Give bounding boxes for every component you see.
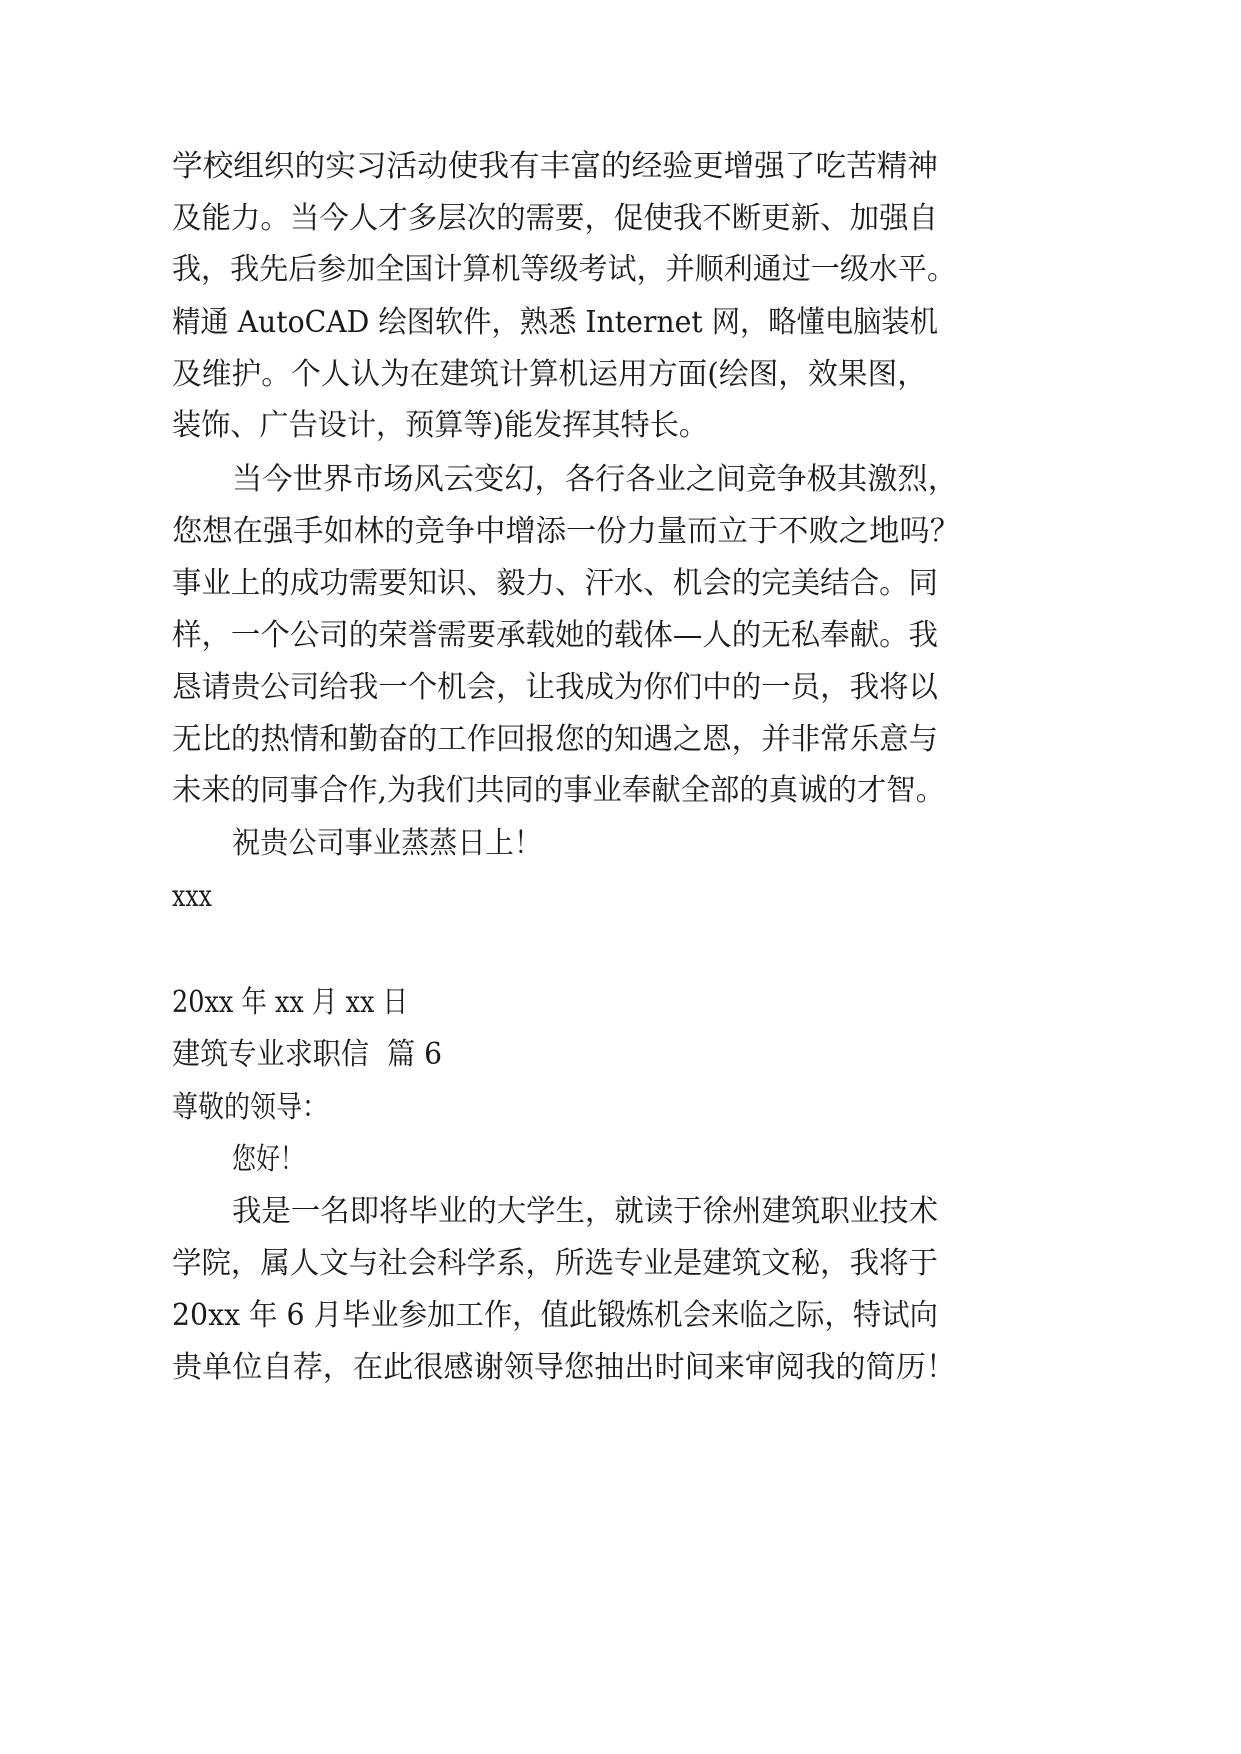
greeting-text: 您好！ bbox=[232, 1142, 304, 1177]
body-line bbox=[0, 241, 1241, 299]
salutation-line bbox=[0, 1079, 1241, 1137]
line-text: 贵单位自荐，在此很感谢领导您抽出时间来审阅我的简历！ bbox=[172, 1350, 957, 1385]
section-title-line bbox=[0, 1026, 1241, 1084]
body-line bbox=[0, 190, 1241, 248]
body-line bbox=[0, 555, 1241, 613]
body-line bbox=[0, 762, 1241, 820]
body-line bbox=[0, 1183, 1241, 1241]
signature-text: xxx bbox=[172, 879, 212, 914]
line-text: 我是一名即将毕业的大学生，就读于徐州建筑职业技术 bbox=[232, 1194, 938, 1229]
body-line bbox=[0, 503, 1241, 561]
body-line bbox=[0, 659, 1241, 717]
body-line bbox=[0, 607, 1241, 665]
line-text: 事业上的成功需要知识、毅力、汗水、机会的完美结合。同 bbox=[172, 566, 938, 601]
signature-line bbox=[0, 868, 1241, 926]
body-line bbox=[0, 1235, 1241, 1293]
closing-line bbox=[0, 815, 1241, 873]
body-line bbox=[0, 451, 1241, 509]
salutation-text: 尊敬的领导： bbox=[172, 1090, 328, 1125]
line-text: 样，一个公司的荣誉需要承载她的载体—人的无私奉献。我 bbox=[172, 618, 938, 653]
greeting-line bbox=[0, 1131, 1241, 1189]
body-line bbox=[0, 1339, 1241, 1397]
line-text: 精通 AutoCAD 绘图软件，熟悉 Internet 网，略懂电脑装机 bbox=[172, 305, 938, 340]
body-line bbox=[0, 346, 1241, 404]
line-text: 及维护。个人认为在建筑计算机运用方面(绘图，效果图， bbox=[172, 357, 927, 392]
line-text: 我，我先后参加全国计算机等级考试，并顺利通过一级水平。 bbox=[172, 252, 956, 287]
body-line bbox=[0, 397, 1241, 455]
line-text: 学院，属人文与社会科学系，所选专业是建筑文秘，我将于 bbox=[172, 1246, 938, 1281]
line-text: 当今世界市场风云变幻，各行各业之间竞争极其激烈， bbox=[232, 462, 958, 497]
line-text: 20xx 年 6 月毕业参加工作，值此锻炼机会来临之际，特试向 bbox=[172, 1298, 938, 1333]
line-text: 及能力。当今人才多层次的需要，促使我不断更新、加强自 bbox=[172, 201, 938, 236]
line-text: 无比的热情和勤奋的工作回报您的知遇之恩，并非常乐意与 bbox=[172, 722, 938, 757]
date-text: 20xx 年 xx 月 xx 日 bbox=[172, 985, 408, 1020]
body-line bbox=[0, 711, 1241, 769]
date-line bbox=[0, 974, 1241, 1032]
line-text: 未来的同事合作,为我们共同的事业奉献全部的真诚的才智。 bbox=[172, 773, 945, 808]
body-line bbox=[0, 1287, 1241, 1345]
line-text: 装饰、广告设计，预算等)能发挥其特长。 bbox=[172, 408, 708, 443]
body-line bbox=[0, 138, 1241, 196]
body-line bbox=[0, 294, 1241, 352]
line-text: 您想在强手如林的竞争中增添一份力量而立于不败之地吗？ bbox=[172, 514, 960, 549]
closing-text: 祝贵公司事业蒸蒸日上！ bbox=[232, 826, 542, 861]
line-text: 恳请贵公司给我一个机会，让我成为你们中的一员，我将以 bbox=[172, 670, 938, 705]
line-text: 学校组织的实习活动使我有丰富的经验更增强了吃苦精神 bbox=[172, 149, 938, 184]
section-title: 建筑专业求职信 篇 6 bbox=[172, 1037, 442, 1072]
